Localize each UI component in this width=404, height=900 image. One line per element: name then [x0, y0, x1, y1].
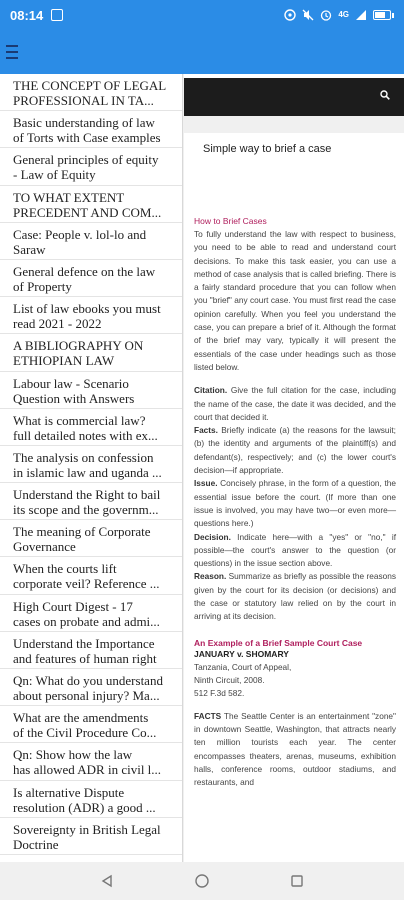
post-title-line2: resolution (ADR) a good ...: [13, 799, 156, 815]
post-list-sidebar: [0, 74, 183, 862]
citation-label: Citation.: [194, 385, 228, 396]
sidebar-post-item[interactable]: [0, 111, 182, 148]
case-facts-text: The Seattle Center is an entertainment "zone" in downtown Seattle, Washington, that attracts nearly ten million tourists each year. The center encompasses theaters, arenas, museums, exhibition halls, conference rooms, outdoor stadiums, and restaurants, and: [194, 710, 396, 788]
post-title-line1: General defence on the law: [13, 263, 156, 279]
back-icon: [100, 874, 114, 888]
data-4g-icon: 4G: [338, 10, 349, 19]
back-button[interactable]: [98, 872, 116, 890]
status-time: 08:14: [10, 7, 44, 23]
post-title-line2: of the Civil Procedure Co...: [13, 725, 157, 741]
decision-label: Decision.: [194, 531, 231, 542]
case-circuit: Ninth Circuit, 2008.: [194, 674, 265, 685]
sidebar-post-item[interactable]: [0, 483, 182, 520]
example-heading: An Example of a Brief Sample Court Case: [194, 637, 363, 648]
sidebar-post-item[interactable]: [0, 260, 182, 297]
signal-icon: [355, 9, 367, 21]
article-content: [184, 133, 404, 862]
system-nav-bar: [0, 862, 404, 900]
sidebar-post-item[interactable]: [0, 595, 182, 632]
post-title-line2: its scope and the governm...: [13, 502, 159, 518]
citation-text: Give the full citation for the case, including the name of the case, the date it was decided, and the court that decided it.: [194, 385, 396, 422]
sidebar-post-item[interactable]: [0, 818, 182, 855]
post-title-line2: - Law of Equity: [13, 167, 96, 183]
status-bar: [0, 0, 404, 30]
search-field[interactable]: [184, 78, 404, 116]
sidebar-post-item[interactable]: [0, 148, 182, 185]
home-icon: [194, 873, 210, 889]
post-title-line2: of Torts with Case examples: [13, 130, 161, 146]
reason-text: Summarize as briefly as possible the reasons given by the court for its decision (or decisions) and the case or statutory law relied on by the court in arriving at its decision.: [194, 571, 396, 622]
post-title-line1: Basic understanding of law: [13, 115, 155, 131]
post-title-line2: Governance: [13, 539, 76, 555]
sidebar-post-item[interactable]: [0, 706, 182, 743]
post-title-line1: THE CONCEPT OF LEGAL: [13, 78, 167, 93]
post-title-line1: Is alternative Dispute: [13, 784, 125, 800]
sidebar-post-item[interactable]: [0, 372, 182, 409]
post-title-line1: Case: People v. lol-lo and: [13, 226, 147, 242]
post-title-line2: has allowed ADR in civil l...: [13, 762, 162, 778]
post-title-line2: full detailed notes with ex...: [13, 427, 158, 443]
sidebar-post-item[interactable]: [0, 520, 182, 557]
facts-label: Facts.: [194, 425, 218, 436]
post-title-line1: Labour law - Scenario: [13, 375, 129, 391]
decision-text: Indicate here—with a "yes" or "no," if possible—the court's answer to the question (or questions) in the issue section above.: [194, 531, 396, 569]
post-title-line1: High Court Digest - 17: [13, 598, 133, 614]
post-title-line1: Qn: What do you understand: [13, 673, 163, 688]
battery-icon: [373, 10, 394, 20]
home-button[interactable]: [193, 872, 211, 890]
reason-label: Reason.: [194, 571, 227, 582]
sidebar-post-item[interactable]: [0, 669, 182, 706]
article-title: Simple way to brief a case: [203, 143, 332, 155]
issue-text: Concisely phrase, in the form of a question, the essential issue before the court. (If more than one issue is involved, you may have two—or even more—questions here.): [194, 478, 396, 529]
hamburger-menu-icon[interactable]: [6, 45, 18, 59]
post-title-line2: cases on probate and admi...: [13, 613, 160, 629]
post-title-line2: and features of human right: [13, 650, 157, 666]
case-cite: 512 F.3d 582.: [194, 687, 245, 698]
search-icon[interactable]: [380, 90, 390, 100]
post-title-line2: PRECEDENT AND COM...: [13, 204, 162, 220]
citation-paragraph: [194, 384, 396, 424]
post-title-line1: Understand the Right to bail: [13, 487, 161, 503]
post-title-line1: Sovereignty in British Legal: [13, 821, 161, 837]
mute-icon: [302, 9, 314, 21]
notification-box-icon: [51, 9, 63, 21]
reason-paragraph: [194, 570, 396, 623]
post-title-line2: about personal injury? Ma...: [13, 688, 160, 703]
post-title-line1: The analysis on confession: [13, 449, 154, 465]
sidebar-post-item[interactable]: [0, 334, 182, 371]
post-title-line1: TO WHAT EXTENT: [13, 189, 125, 205]
sidebar-post-item[interactable]: [0, 781, 182, 818]
issue-label: Issue.: [194, 478, 218, 489]
post-title-line2: in islamic law and uganda ...: [13, 464, 162, 480]
facts-text: Briefly indicate (a) the reasons for the lawsuit; (b) the identity and arguments of the plaintiff(s) and defendant(s), respectively; and (c) the lower court's decision—if appropriate.: [194, 425, 396, 476]
sidebar-post-item[interactable]: [0, 297, 182, 334]
issue-paragraph: [194, 477, 396, 530]
sidebar-post-item[interactable]: [0, 446, 182, 483]
sidebar-post-item[interactable]: [0, 223, 182, 260]
search-bar: [184, 74, 404, 116]
post-title-line1: Understand the Importance: [13, 635, 155, 651]
post-title-line2: ETHIOPIAN LAW: [13, 353, 115, 369]
sidebar-post-item[interactable]: [0, 557, 182, 594]
sidebar-post-item[interactable]: [0, 74, 182, 111]
intro-paragraph: To fully understand the law with respect to business, you need to be able to read and understand court decisions. To make this task easier, you can use a method of case analysis that is called briefing. There is a fairly standard procedure that you can follow when you "brief" any court case. You must first read the case opinion carefully. When you feel you understand the case, you can prepare a brief of it. Although the format of the brief may vary, typically it will present the essentials of the case under headings such as those listed below.: [194, 229, 396, 372]
post-title-line2: Question with Answers: [13, 390, 135, 406]
alarm-icon: [320, 9, 332, 21]
sidebar-post-item[interactable]: [0, 743, 182, 780]
post-title-line1: What are the amendments: [13, 710, 149, 726]
decision-paragraph: [194, 531, 396, 571]
facts-paragraph: [194, 424, 396, 477]
case-facts-label: FACTS: [194, 710, 222, 721]
case-facts-paragraph: [194, 710, 396, 790]
post-title-line1: When the courts lift: [13, 561, 117, 577]
recents-button[interactable]: [288, 872, 306, 890]
case-court: Tanzania, Court of Appeal,: [194, 661, 292, 672]
post-title-line1: List of law ebooks you must: [13, 301, 161, 317]
sidebar-post-item[interactable]: [0, 409, 182, 446]
post-title-line2: read 2021 - 2022: [13, 316, 102, 332]
app-bar: [0, 30, 404, 74]
sidebar-post-item[interactable]: [0, 632, 182, 669]
post-title-line1: Qn: Show how the law: [13, 747, 133, 763]
post-title-line2: corporate veil? Reference ...: [13, 576, 160, 592]
post-title-line2: Saraw: [13, 241, 46, 257]
case-name: JANUARY v. SHOMARY: [194, 648, 289, 659]
post-title-line1: General principles of equity: [13, 152, 159, 168]
recents-icon: [290, 874, 304, 888]
post-title-line2: PROFESSIONAL IN TA...: [13, 93, 154, 108]
sidebar-post-item[interactable]: [0, 186, 182, 223]
how-to-heading: How to Brief Cases: [194, 216, 267, 226]
post-title-line1: The meaning of Corporate: [13, 524, 151, 540]
post-title-line2: Doctrine: [13, 836, 59, 852]
post-title-line2: of Property: [13, 278, 72, 294]
cast-icon: [284, 9, 296, 21]
post-title-line1: A BIBLIOGRAPHY ON: [13, 338, 144, 354]
post-title-line1: What is commercial law?: [13, 412, 146, 428]
